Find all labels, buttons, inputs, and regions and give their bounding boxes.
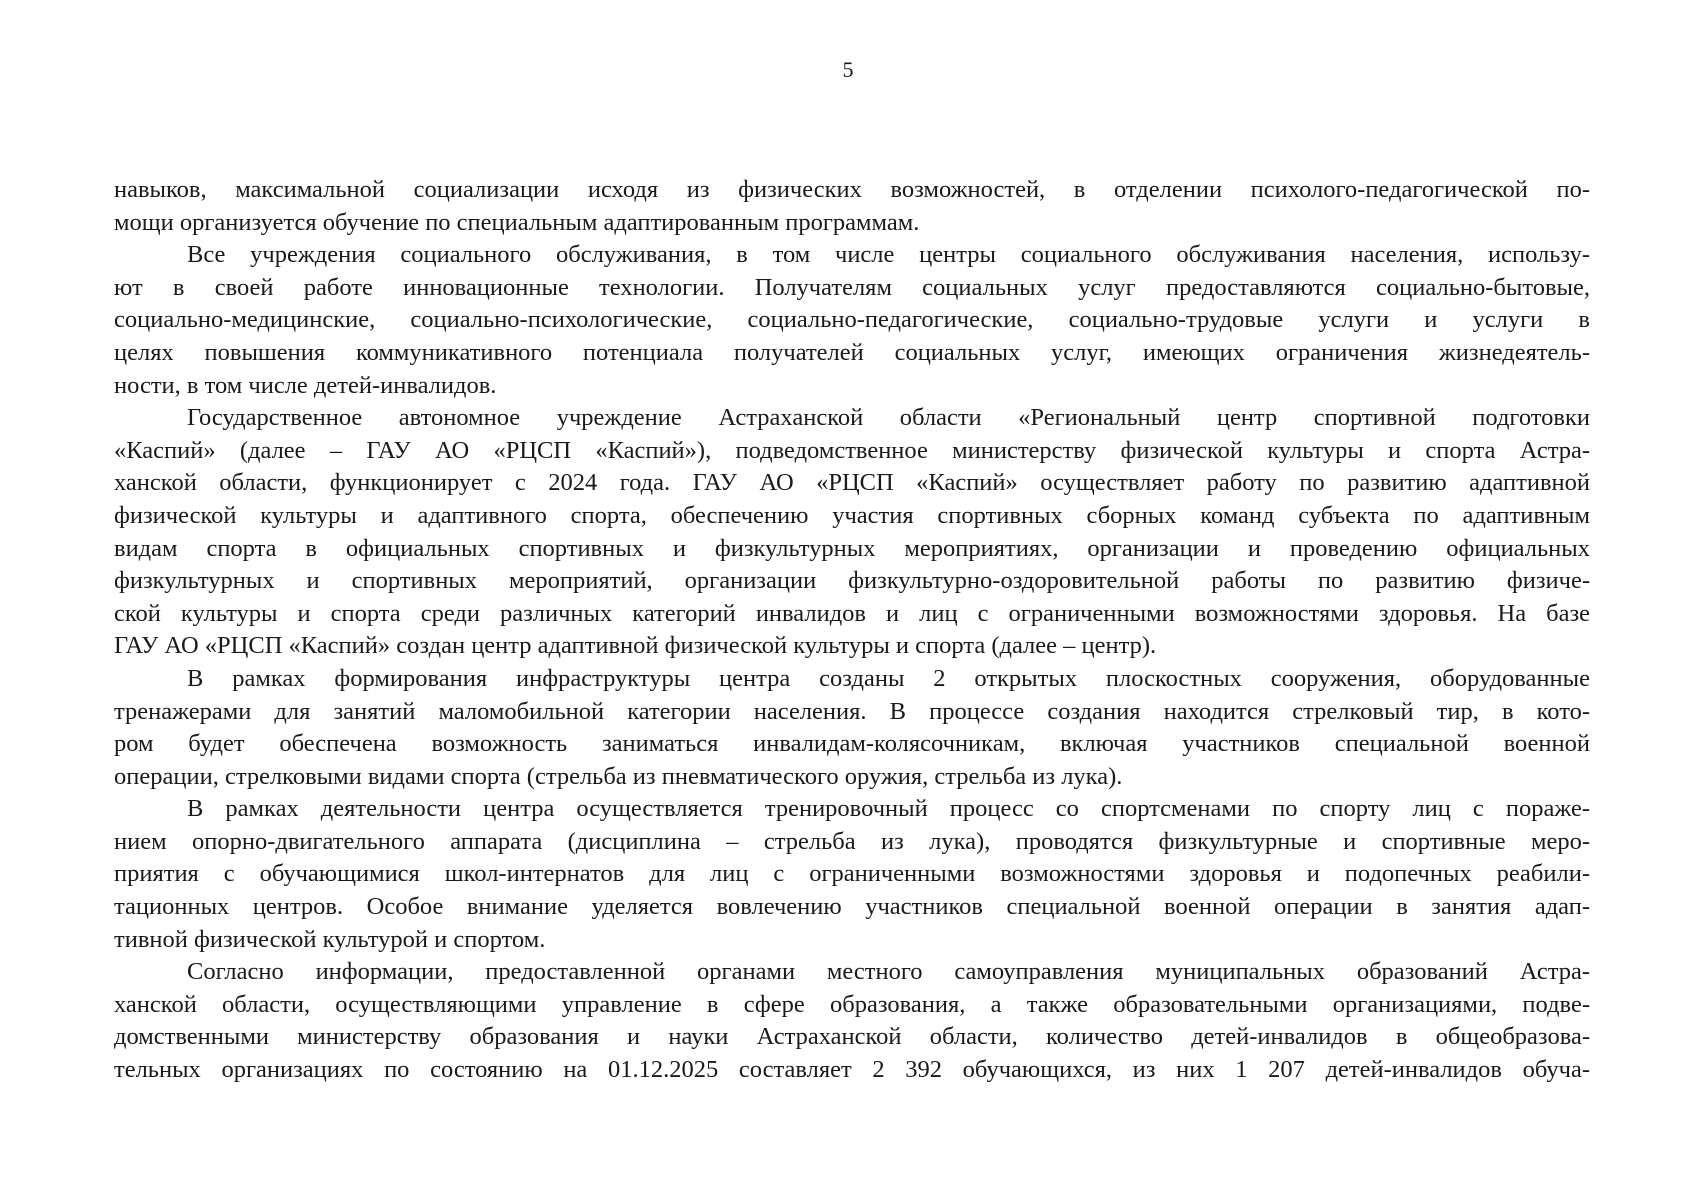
- paragraph-line: «Каспий» (далее – ГАУ АО «РЦСП «Каспий»), подведомственное министерству физической культуры и спорта Астра-: [114, 436, 1590, 464]
- paragraph-line: социально-медицинские, социально-психологические, социально-педагогические, социально-трудовые услуги и услуги в: [114, 306, 1590, 334]
- paragraph-line: целях повышения коммуникативного потенциала получателей социальных услуг, имеющих ограничения жизнедеятель-: [114, 338, 1590, 366]
- paragraph-line: нием опорно-двигательного аппарата (дисциплина – стрельба из лука), проводятся физкультурные и спортивные меро-: [114, 827, 1590, 855]
- paragraph-line: мощи организуется обучение по специальным адаптированным программам.: [114, 208, 920, 236]
- paragraph-line: физкультурных и спортивных мероприятий, организации физкультурно-оздоровительной работы по развитию физиче-: [114, 567, 1590, 595]
- paragraph-line: Согласно информации, предоставленной органами местного самоуправления муниципальных образований Астра-: [187, 958, 1590, 986]
- paragraph-line: ГАУ АО «РЦСП «Каспий» создан центр адаптивной физической культуры и спорта (далее – центр).: [114, 632, 1157, 660]
- paragraph-line: ности, в том числе детей-инвалидов.: [114, 371, 497, 399]
- paragraph-line: физической культуры и адаптивного спорта, обеспечению участия спортивных сборных команд субъекта по адаптивным: [114, 501, 1590, 529]
- document-body: [114, 174, 1590, 1087]
- paragraph-line: ханской области, осуществляющими управление в сфере образования, а также образовательными организациями, подве-: [114, 990, 1590, 1018]
- paragraph-line: приятия с обучающимися школ-интернатов для лиц с ограниченными возможностями здоровья и подопечных реабили-: [114, 860, 1590, 888]
- paragraph-line: В рамках деятельности центра осуществляется тренировочный процесс со спортсменами по спорту лиц с пораже-: [187, 795, 1590, 823]
- paragraph-line: тренажерами для занятий маломобильной категории населения. В процессе создания находится стрелковый тир, в кото-: [114, 697, 1590, 725]
- paragraph-line: ют в своей работе инновационные технологии. Получателям социальных услуг предоставляются социально-бытовые,: [114, 273, 1590, 301]
- paragraph-line: домственными министерству образования и науки Астраханской области, количество детей-инвалидов в общеобразова-: [114, 1023, 1590, 1051]
- paragraph-line: тационных центров. Особое внимание уделяется вовлечению участников специальной военной операции в занятия адап-: [114, 893, 1590, 921]
- paragraph-line: В рамках формирования инфраструктуры центра созданы 2 открытых плоскостных сооружения, оборудованные: [187, 664, 1590, 692]
- paragraph-line: ской культуры и спорта среди различных категорий инвалидов и лиц с ограниченными возможностями здоровья. На базе: [114, 599, 1590, 627]
- paragraph-line: Государственное автономное учреждение Астраханской области «Региональный центр спортивной подготовки: [187, 404, 1590, 432]
- paragraph-line: тельных организациях по состоянию на 01.12.2025 составляет 2 392 обучающихся, из них 1 207 детей-инвалидов обуча-: [114, 1056, 1590, 1084]
- paragraph-line: операции, стрелковыми видами спорта (стрельба из пневматического оружия, стрельба из лука).: [114, 762, 1123, 790]
- paragraph-line: видам спорта в официальных спортивных и физкультурных мероприятиях, организации и проведению официальных: [114, 534, 1590, 562]
- paragraph-line: навыков, максимальной социализации исходя из физических возможностей, в отделении психолого-педагогической по-: [114, 176, 1590, 203]
- paragraph-line: Все учреждения социального обслуживания, в том числе центры социального обслуживания населения, использу-: [187, 241, 1590, 269]
- paragraph-line: ром будет обеспечена возможность заниматься инвалидам-колясочникам, включая участников специальной военной: [114, 730, 1590, 758]
- paragraph-line: тивной физической культурой и спортом.: [114, 925, 546, 953]
- paragraph-line: ханской области, функционирует с 2024 года. ГАУ АО «РЦСП «Каспий» осуществляет работу по развитию адаптивной: [114, 469, 1590, 497]
- page-number: 5: [842, 57, 854, 82]
